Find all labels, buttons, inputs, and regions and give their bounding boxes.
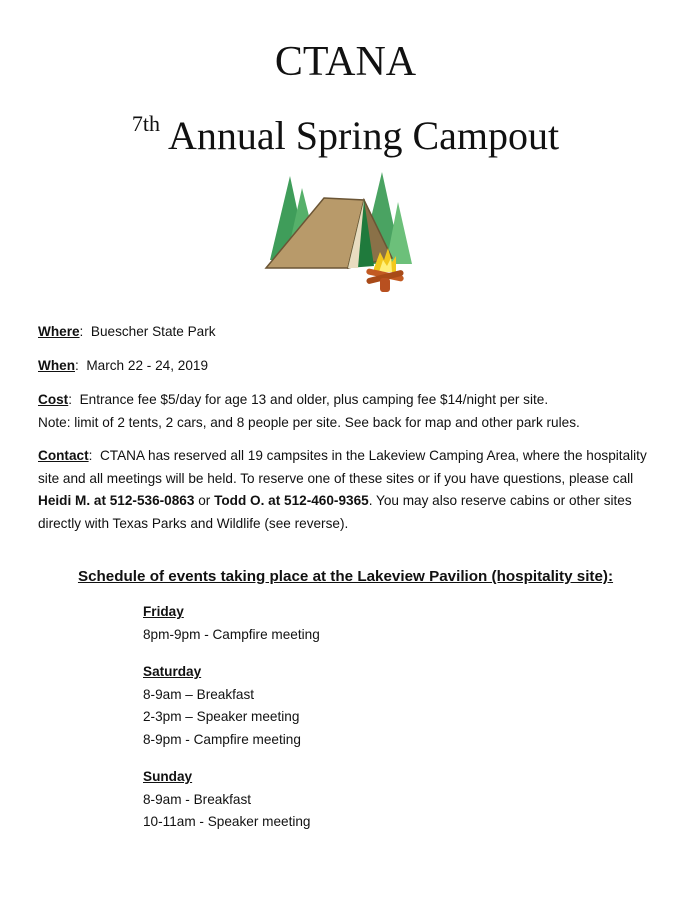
where-value: Buescher State Park — [90, 324, 216, 339]
schedule-event: 10-11am - Speaker meeting — [143, 814, 311, 829]
schedule-day-friday — [143, 601, 543, 646]
contact-text: CTANA has reserved all 19 campsites in the Lakeview Camping Area, where the hospitality site and all meetings will be held. To reserve one of these sites or if you have questions, please call — [38, 448, 647, 486]
schedule-event: 8pm-9pm - Campfire meeting — [143, 626, 320, 642]
day-name: Sunday — [143, 769, 193, 784]
contact-or: or — [194, 493, 215, 508]
flyer-title: CTANA — [274, 39, 417, 85]
contact-label: Contact — [38, 448, 89, 463]
event-name: Annual Spring Campout — [168, 113, 560, 158]
when-value: March 22 - 24, 2019 — [86, 358, 209, 373]
when-line: When: March 22 - 24, 2019 — [38, 358, 209, 373]
cost-label: Cost — [38, 392, 69, 407]
cost-text: Entrance fee $5/day for age 13 and older, plus camping fee $14/night per site. — [79, 392, 549, 407]
where-label: Where — [38, 324, 80, 339]
schedule-day-saturday — [143, 661, 543, 751]
when-label: When — [38, 358, 75, 373]
campfire-log — [380, 278, 390, 292]
edition-ordinal: 7th — [131, 111, 161, 136]
schedule-heading: Schedule of events taking place at the Lakeview Pavilion (hospitality site): — [77, 568, 614, 585]
day-name: Friday — [143, 604, 184, 619]
where-line: Where: Buescher State Park — [38, 324, 216, 339]
contact-block: Contact: CTANA has reserved all 19 campsites in the Lakeview Camping Area, where the hospitality site and all meetings will be held. To reserve one of these sites or if you have questions, please call Heidi M. at 512-536-0863 or Todd O. at 512-460-9365. You may also reserve cabins or other sites directly with Texas Parks and Wildlife (see reverse). — [38, 448, 647, 531]
contact-person-todd: Todd O. at 512-460-9365 — [214, 493, 369, 508]
campsite-illustration — [262, 168, 412, 296]
cost-block: Cost: Entrance fee $5/day for age 13 and older, plus camping fee $14/night per site. Note: limit of 2 tents, 2 cars, and 8 people per site. See back for map and other park rules. — [38, 392, 580, 430]
schedule-event: 8-9am - Breakfast — [143, 791, 252, 807]
day-name: Saturday — [143, 664, 202, 679]
schedule-event: 8-9am – Breakfast — [143, 686, 255, 702]
schedule-day-sunday — [143, 766, 543, 834]
contact-person-heidi: Heidi M. at 512-536-0863 — [38, 493, 195, 508]
flyer-subtitle — [0, 100, 691, 160]
schedule-event: 8-9pm - Campfire meeting — [143, 731, 301, 747]
contact-text-end: . You may also reserve cabins or other sites directly with Texas Parks and Wildlife (see reverse). — [38, 493, 632, 531]
schedule-event: 2-3pm – Speaker meeting — [143, 709, 300, 724]
cost-note: Note: limit of 2 tents, 2 cars, and 8 people per site. See back for map and other park rules. — [38, 414, 580, 430]
